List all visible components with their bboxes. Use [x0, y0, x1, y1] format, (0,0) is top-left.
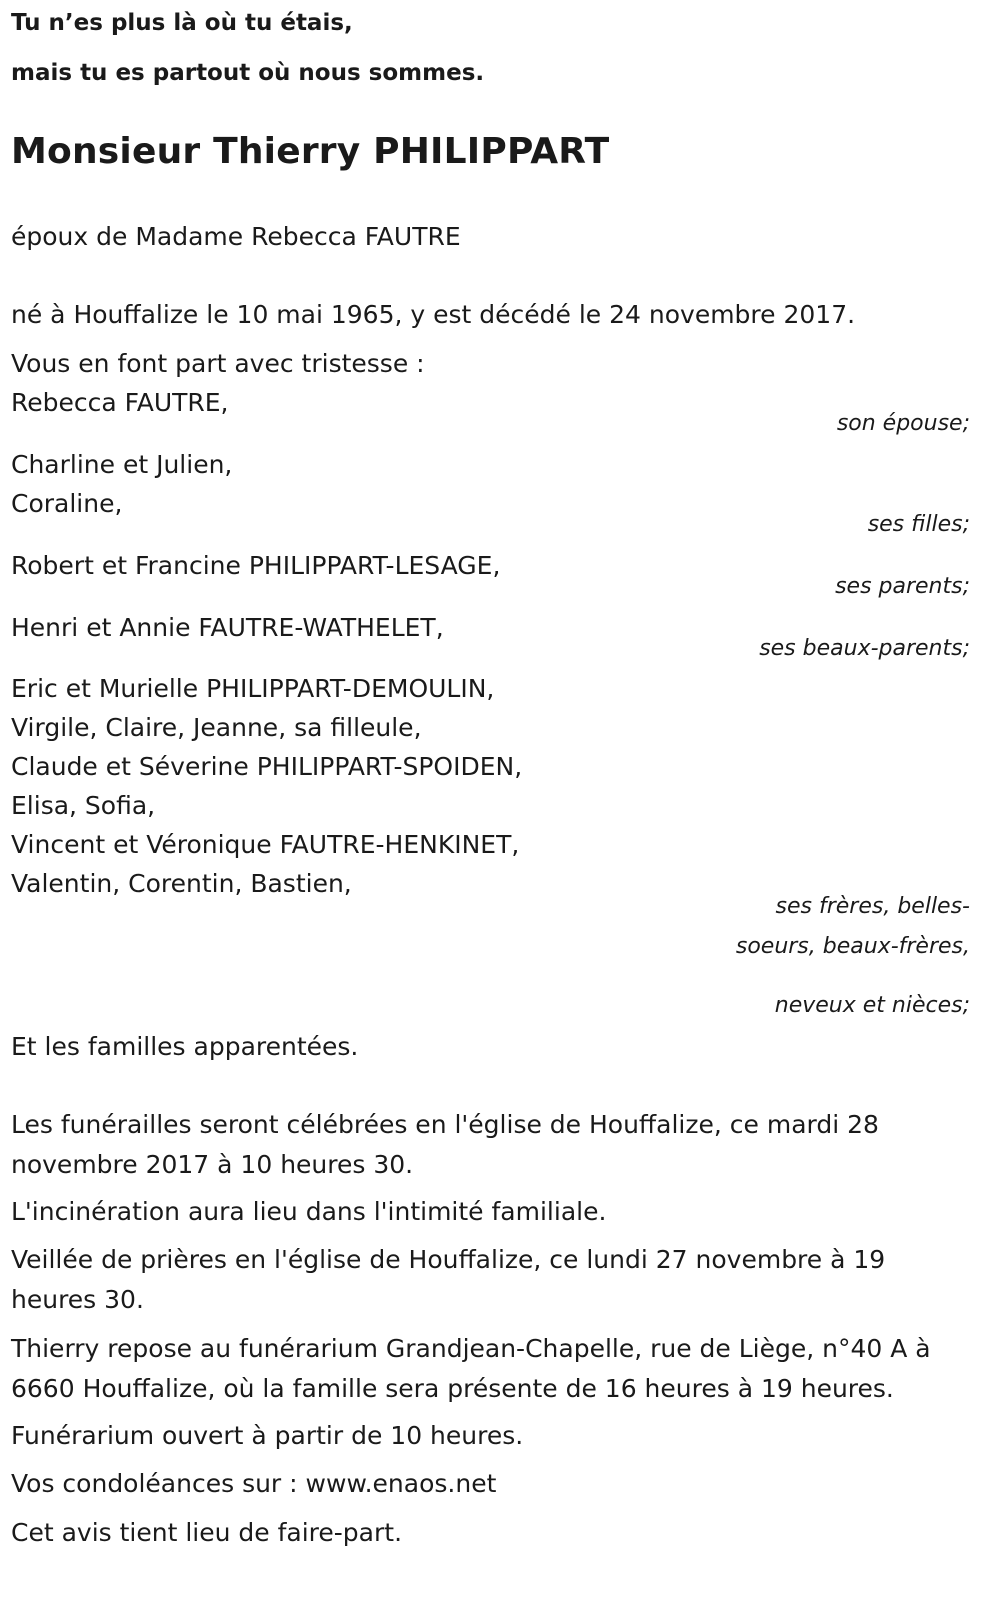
vigil-details: Veillée de prières en l'église de Houffalize, ce lundi 27 novembre à 19 heures 30.	[11, 1245, 886, 1314]
family-name: Virgile, Claire, Jeanne, sa filleule,	[11, 713, 422, 742]
family-relation: ses frères, belles-soeurs, beaux-frères,	[735, 894, 970, 959]
cremation-details: L'incinération aura lieu dans l'intimité familiale.	[11, 1197, 607, 1226]
family-relation: ses beaux-parents;	[759, 636, 970, 661]
opening-hours: Funérarium ouvert à partir de 10 heures.	[11, 1421, 524, 1450]
funeral-details: Les funérailles seront célébrées en l'église de Houffalize, ce mardi 28 novembre 2017 à 10 heures 30.	[11, 1110, 879, 1179]
birth-death-line: né à Houffalize le 10 mai 1965, y est décédé le 24 novembre 2017.	[11, 300, 856, 329]
family-name: Coraline,	[11, 489, 123, 518]
condolences-line	[11, 1464, 496, 1504]
family-relation: son épouse;	[836, 411, 970, 436]
family-closing: Et les familles apparentées.	[11, 1032, 359, 1061]
quote-line-1: Tu n’es plus là où tu étais,	[11, 10, 353, 36]
family-relation: ses filles;	[867, 512, 970, 537]
quote-line-2: mais tu es partout où nous sommes.	[11, 60, 485, 86]
family-name: Rebecca FAUTRE,	[11, 388, 229, 417]
notice-line: Cet avis tient lieu de faire-part.	[11, 1518, 403, 1547]
family-name: Claude et Séverine PHILIPPART-SPOIDEN,	[11, 752, 523, 781]
family-name: Robert et Francine PHILIPPART-LESAGE,	[11, 551, 501, 580]
family-relation: ses parents;	[835, 574, 970, 599]
deceased-name: Monsieur Thierry PHILIPPART	[11, 131, 610, 172]
family-name: Henri et Annie FAUTRE-WATHELET,	[11, 613, 444, 642]
family-relation-continued: neveux et nièces;	[774, 993, 970, 1018]
spouse-line: époux de Madame Rebecca FAUTRE	[11, 222, 461, 251]
family-name: Valentin, Corentin, Bastien,	[11, 869, 352, 898]
condolences-label: Vos condoléances sur :	[11, 1469, 298, 1498]
family-name: Vincent et Véronique FAUTRE-HENKINET,	[11, 830, 520, 859]
funeral-home-details: Thierry repose au funérarium Grandjean-Chapelle, rue de Liège, n°40 A à 6660 Houffalize, où la famille sera présente de 16 heures à 19 heures.	[11, 1334, 931, 1403]
family-name: Eric et Murielle PHILIPPART-DEMOULIN,	[11, 674, 495, 703]
family-intro: Vous en font part avec tristesse :	[11, 349, 425, 378]
condolences-link[interactable]: www.enaos.net	[305, 1469, 497, 1498]
family-name: Elisa, Sofia,	[11, 791, 156, 820]
family-name: Charline et Julien,	[11, 450, 233, 479]
